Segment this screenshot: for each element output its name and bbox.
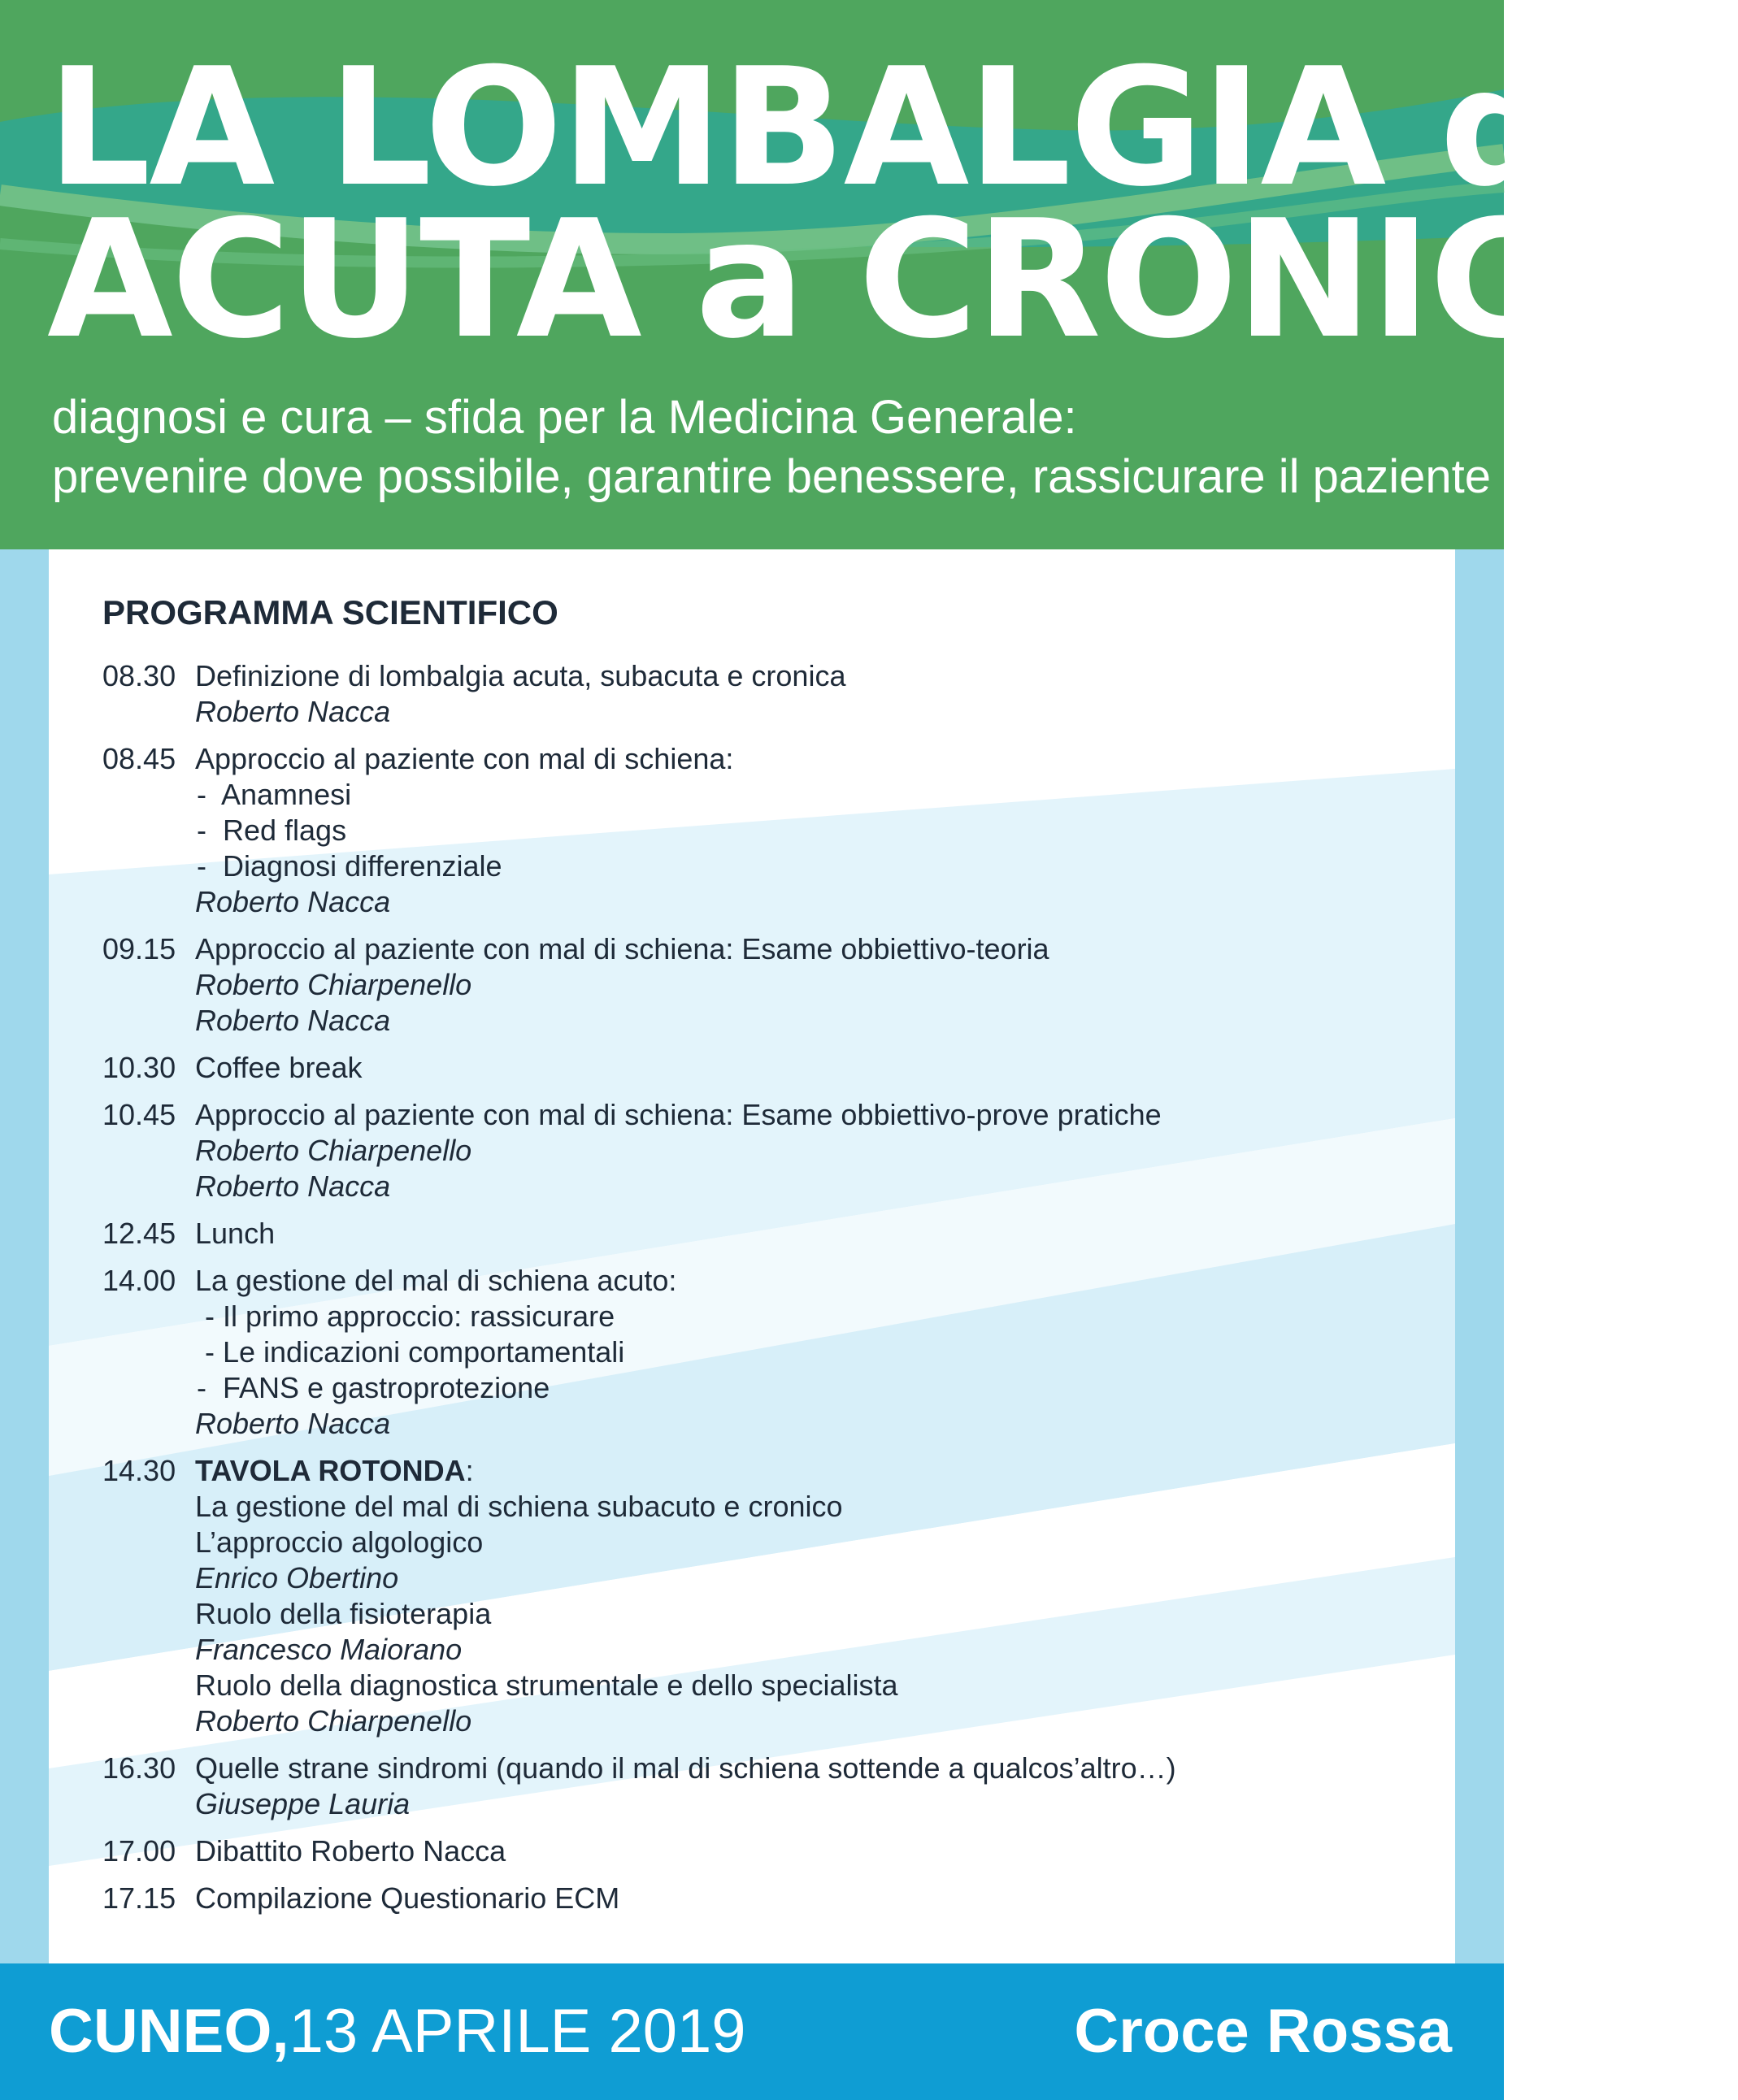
- item-content: [195, 1097, 1162, 1204]
- item-time: 10.45: [102, 1098, 176, 1131]
- item-content: [195, 1050, 362, 1086]
- item-speaker: Giuseppe Lauria: [195, 1787, 411, 1820]
- item-title: La gestione del mal di schiena acuto:: [195, 1264, 677, 1297]
- item-title: [195, 1453, 898, 1489]
- program-item: [102, 1453, 1436, 1739]
- item-content: [195, 1751, 1176, 1822]
- round-table-label: TAVOLA ROTONDA: [195, 1454, 466, 1487]
- item-speaker: Roberto Nacca: [195, 1004, 391, 1037]
- item-time: 09.15: [102, 932, 176, 965]
- subtitle-line-2: prevenire dove possibile, garantire benessere, rassicurare il paziente: [52, 450, 1491, 503]
- item-time: 08.30: [102, 659, 176, 692]
- item-subpoint: - FANS e gastroprotezione: [197, 1371, 550, 1404]
- item-content: [195, 1833, 506, 1869]
- item-time: 16.30: [102, 1751, 176, 1785]
- item-speaker: Francesco Maiorano: [195, 1633, 463, 1666]
- program-heading: PROGRAMMA SCIENTIFICO: [102, 593, 558, 631]
- program-item: [102, 1881, 1436, 1916]
- item-time: 17.15: [102, 1881, 176, 1915]
- item-time: 10.30: [102, 1051, 176, 1084]
- item-content: [195, 1453, 898, 1739]
- event-city: CUNEO,: [49, 1997, 289, 2066]
- item-title: Approccio al paziente con mal di schiena: Esame obbiettivo-prove pratiche: [195, 1098, 1162, 1131]
- title-line-2: ACUTA a CRONICA:: [47, 185, 1738, 375]
- item-speaker: Roberto Chiarpenello: [195, 968, 472, 1001]
- item-speaker: Enrico Obertino: [195, 1561, 399, 1595]
- item-title: Approccio al paziente con mal di schiena:: [195, 742, 734, 775]
- program-item: [102, 658, 1436, 730]
- item-time: 08.45: [102, 742, 176, 775]
- item-speaker: Roberto Chiarpenello: [195, 1704, 472, 1738]
- item-subpoint: - Anamnesi: [197, 778, 352, 811]
- item-subpoint: - Diagnosi differenziale: [197, 849, 502, 883]
- item-subpoint: - Le indicazioni comportamentali: [197, 1335, 625, 1369]
- title-line-1: LA LOMBALGIA da: [47, 33, 1662, 223]
- program-item: [102, 1050, 1436, 1086]
- item-content: [195, 741, 733, 920]
- header-banner: [0, 0, 1738, 549]
- item-content: [195, 931, 1049, 1039]
- item-content: [195, 658, 845, 730]
- item-subpoint: - Red flags: [197, 814, 347, 847]
- round-table-colon: :: [465, 1454, 474, 1487]
- item-subpoint: - Il primo approccio: rassicurare: [197, 1299, 615, 1333]
- item-title: Dibattito Roberto Nacca: [195, 1834, 506, 1868]
- item-speaker: Roberto Nacca: [195, 695, 391, 728]
- item-title: Approccio al paziente con mal di schiena: Esame obbiettivo-teoria: [195, 932, 1049, 965]
- item-content: [195, 1263, 676, 1442]
- item-content: [195, 1216, 275, 1252]
- item-content: [195, 1881, 619, 1916]
- item-line: Ruolo della diagnostica strumentale e dello specialista: [195, 1668, 898, 1702]
- item-speaker: Roberto Chiarpenello: [195, 1134, 472, 1167]
- program-section: [102, 593, 1436, 1928]
- item-title: Quelle strane sindromi (quando il mal di schiena sottende a qualcos’altro…): [195, 1751, 1176, 1785]
- item-time: 14.00: [102, 1264, 176, 1297]
- program-item: [102, 1097, 1436, 1204]
- item-line: Ruolo della fisioterapia: [195, 1597, 492, 1630]
- item-time: 14.30: [102, 1454, 176, 1487]
- program-item: [102, 1833, 1436, 1869]
- program-item: [102, 931, 1436, 1039]
- event-date: 13 APRILE 2019: [289, 1997, 746, 2066]
- program-item: [102, 741, 1436, 920]
- item-title: Lunch: [195, 1217, 276, 1250]
- program-item: [102, 1263, 1436, 1442]
- item-speaker: Roberto Nacca: [195, 885, 391, 918]
- item-title: Compilazione Questionario ECM: [195, 1881, 620, 1915]
- item-title: Coffee break: [195, 1051, 363, 1084]
- item-time: 17.00: [102, 1834, 176, 1868]
- item-speaker: Roberto Nacca: [195, 1169, 391, 1203]
- item-line: L’approccio algologico: [195, 1525, 484, 1559]
- item-title: Definizione di lombalgia acuta, subacuta e cronica: [195, 659, 846, 692]
- program-item: [102, 1216, 1436, 1252]
- event-location-date: [49, 1996, 746, 2067]
- program-item: [102, 1751, 1436, 1822]
- item-line: La gestione del mal di schiena subacuto e cronico: [195, 1490, 843, 1523]
- subtitle-line-1: diagnosi e cura – sfida per la Medicina Generale:: [52, 391, 1077, 444]
- footer-bar: [0, 1963, 1504, 2100]
- item-speaker: Roberto Nacca: [195, 1407, 391, 1440]
- item-time: 12.45: [102, 1217, 176, 1250]
- event-venue: Croce Rossa: [1074, 1997, 1452, 2066]
